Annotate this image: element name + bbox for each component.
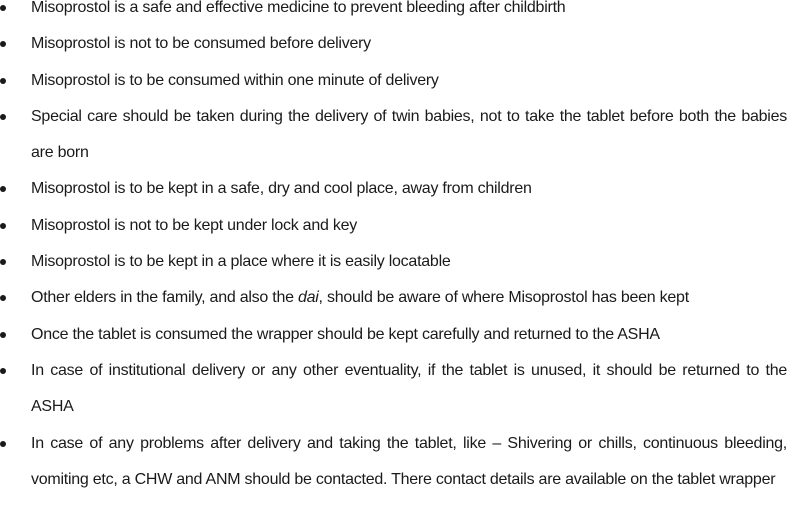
list-item xyxy=(0,99,787,172)
bullet-dot-icon xyxy=(0,223,6,229)
list-item-text: Once the tablet is consumed the wrapper should be kept carefully and returned to the ASHA xyxy=(31,325,660,343)
list-item-text-before: Other elders in the family, and also the xyxy=(31,289,298,307)
list-item-text: Misoprostol is not to be kept under lock and key xyxy=(31,216,357,234)
list-item-text: Special care should be taken during the delivery of twin babies, not to take the tablet before both the babies are born xyxy=(31,107,787,162)
list-item-text-italic: dai xyxy=(297,289,319,307)
list-item-text: In case of institutional delivery or any other eventuality, if the tablet is unused, it should be returned to the ASHA xyxy=(31,361,787,416)
list-item-text: Misoprostol is to be kept in a place where it is easily locatable xyxy=(31,253,451,271)
list-item-text: Misoprostol is a safe and effective medicine to prevent bleeding after childbirth xyxy=(31,0,566,16)
list-item xyxy=(0,280,787,316)
list-item xyxy=(0,171,787,207)
bullet-dot-icon xyxy=(0,114,6,120)
list-item-text: In case of any problems after delivery and taking the tablet, like – Shivering or chills, continuous bleeding, vomiting etc, a CHW and ANM should be contacted. There contact details are available on the tablet wrapper xyxy=(31,434,787,488)
list-item xyxy=(0,0,787,26)
list-item xyxy=(0,208,787,244)
bullet-dot-icon xyxy=(0,368,6,374)
bullet-dot-icon xyxy=(0,5,6,11)
bullet-dot-icon xyxy=(0,259,6,265)
bullet-dot-icon xyxy=(0,332,6,338)
list-item-text: Misoprostol is not to be consumed before delivery xyxy=(31,35,371,53)
list-item xyxy=(0,63,787,99)
bullet-dot-icon xyxy=(0,295,6,301)
list-item xyxy=(0,244,787,280)
bullet-dot-icon xyxy=(0,41,6,47)
list-item-text: Misoprostol is to be consumed within one minute of delivery xyxy=(31,71,439,89)
list-item-text-after: , should be aware of where Misoprostol has been kept xyxy=(318,289,689,307)
list-item xyxy=(0,353,787,426)
list-item xyxy=(0,317,787,353)
list-item xyxy=(0,26,787,62)
bullet-dot-icon xyxy=(0,441,6,447)
list-item-text: Misoprostol is to be kept in a safe, dry and cool place, away from children xyxy=(31,180,532,198)
bullet-dot-icon xyxy=(0,186,6,192)
bullet-dot-icon xyxy=(0,78,6,84)
list-item xyxy=(0,426,787,499)
